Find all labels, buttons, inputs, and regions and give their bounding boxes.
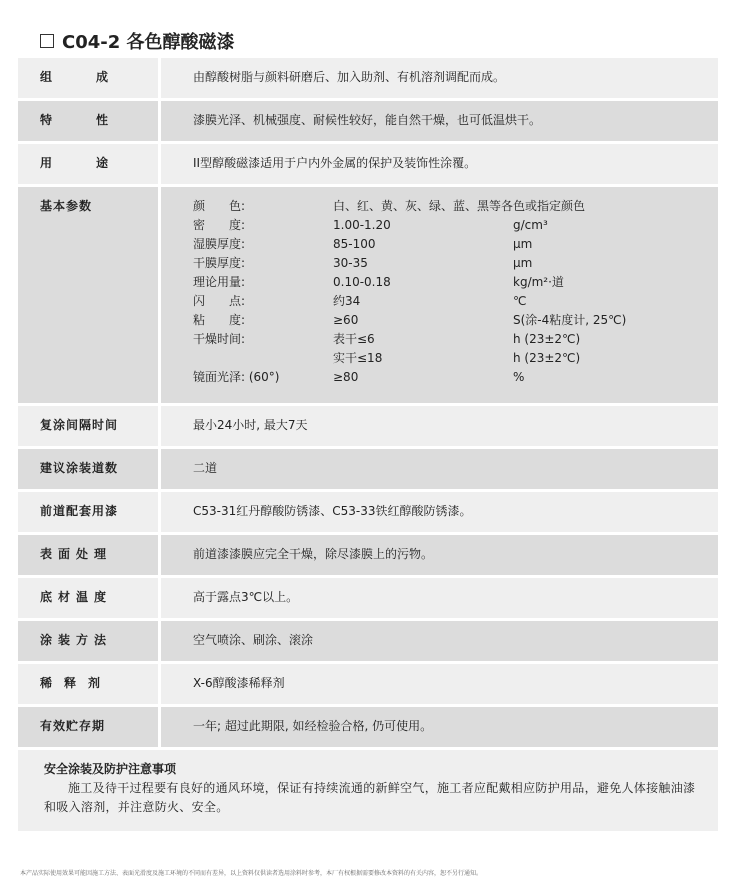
row-recoat bbox=[18, 406, 718, 446]
param-name bbox=[193, 349, 333, 368]
param-value: ≥60 bbox=[333, 313, 359, 327]
param-value: 约34 bbox=[333, 294, 361, 308]
row-method bbox=[18, 621, 718, 661]
param-unit: S(涂-4粘度计, 25℃) bbox=[513, 313, 627, 327]
safety-body: 施工及待干过程要有良好的通风环境，保证有持续流通的新鲜空气，施工者应配戴相应防护用品，避免人体接触油漆和吸入溶剂，并注意防火、安全。 bbox=[44, 781, 696, 814]
param-unit: g/cm³ bbox=[513, 218, 548, 232]
param-value: 表干≤6 bbox=[333, 332, 375, 346]
disclaimer-footer: 本产品实际使用效果可能因施工方法、表面光滑度及施工环境的不同而有差异，以上资料仅供读者选用涂料时参考，本厂有权根据需要修改本资料的有关内容，恕不另行通知。 bbox=[20, 870, 483, 877]
value-method: 空气喷涂、刷涂、滚涂 bbox=[160, 621, 719, 661]
value-temp: 高于露点3℃以上。 bbox=[160, 578, 719, 618]
row-storage bbox=[18, 707, 718, 747]
value-coats: 二道 bbox=[160, 449, 719, 489]
value-thinner: X-6醇酸漆稀释剂 bbox=[160, 664, 719, 704]
param-unit: h (23±2℃) bbox=[513, 351, 581, 365]
param-name: 镜面光泽: (60°) bbox=[193, 370, 280, 384]
param-name: 理论用量: bbox=[193, 275, 246, 289]
label-thinner: 稀释剂 bbox=[18, 664, 160, 704]
param-unit: ℃ bbox=[513, 294, 527, 308]
value-surface: 前道漆漆膜应完全干燥，除尽漆膜上的污物。 bbox=[160, 535, 719, 575]
label-method: 涂装方法 bbox=[18, 621, 160, 661]
param-value: 85-100 bbox=[333, 237, 376, 251]
param-name: 密 度: bbox=[193, 218, 246, 232]
row-composition bbox=[18, 58, 718, 98]
spec-table bbox=[18, 58, 718, 831]
row-temp bbox=[18, 578, 718, 618]
row-usage bbox=[18, 144, 718, 184]
value-composition: 由醇酸树脂与颜料研磨后、加入助剂、有机溶剂调配而成。 bbox=[160, 58, 719, 98]
label-composition: 组 成 bbox=[18, 58, 160, 98]
param-unit: h (23±2℃) bbox=[513, 332, 581, 346]
row-surface bbox=[18, 535, 718, 575]
page-title bbox=[40, 28, 235, 54]
param-name: 粘 度: bbox=[193, 313, 246, 327]
label-usage: 用 途 bbox=[18, 144, 160, 184]
label-temp: 底材温度 bbox=[18, 578, 160, 618]
value-usage: II型醇酸磁漆适用于户内外金属的保护及装饰性涂覆。 bbox=[160, 144, 719, 184]
row-safety bbox=[18, 750, 718, 831]
label-surface: 表面处理 bbox=[18, 535, 160, 575]
param-name: 颜 色: bbox=[193, 199, 246, 213]
value-recoat: 最小24小时, 最大7天 bbox=[160, 406, 719, 446]
label-features: 特 性 bbox=[18, 101, 160, 141]
param-name: 湿膜厚度: bbox=[193, 237, 246, 251]
param-name: 干膜厚度: bbox=[193, 256, 246, 270]
label-primer: 前道配套用漆 bbox=[18, 492, 160, 532]
value-storage: 一年; 超过此期限, 如经检验合格, 仍可使用。 bbox=[160, 707, 719, 747]
param-unit: μm bbox=[513, 256, 533, 270]
row-params bbox=[18, 187, 718, 403]
param-unit: % bbox=[513, 370, 525, 384]
param-value: 1.00-1.20 bbox=[333, 218, 391, 232]
param-value: 白、红、黄、灰、绿、蓝、黑等各色或指定颜色 bbox=[333, 199, 586, 213]
param-value: 实干≤18 bbox=[333, 351, 383, 365]
label-recoat: 复涂间隔时间 bbox=[18, 406, 160, 446]
label-coats: 建议涂装道数 bbox=[18, 449, 160, 489]
value-params bbox=[160, 187, 719, 403]
label-storage: 有效贮存期 bbox=[18, 707, 160, 747]
checkbox-square-icon bbox=[40, 34, 54, 48]
product-title: C04-2 各色醇酸磁漆 bbox=[62, 32, 235, 53]
param-value: 0.10-0.18 bbox=[333, 275, 391, 289]
value-primer: C53-31红丹醇酸防锈漆、C53-33铁红醇酸防锈漆。 bbox=[160, 492, 719, 532]
param-unit: kg/m²·道 bbox=[513, 275, 564, 289]
param-value: ≥80 bbox=[333, 370, 359, 384]
param-value: 30-35 bbox=[333, 256, 368, 270]
params-grid bbox=[193, 197, 708, 387]
param-unit: μm bbox=[513, 237, 533, 251]
row-features bbox=[18, 101, 718, 141]
param-name: 干燥时间: bbox=[193, 332, 246, 346]
safety-heading: 安全涂装及防护注意事项 bbox=[44, 762, 177, 776]
value-features: 漆膜光泽、机械强度、耐候性较好，能自然干燥，也可低温烘干。 bbox=[160, 101, 719, 141]
param-name: 闪 点: bbox=[193, 294, 246, 308]
row-coats bbox=[18, 449, 718, 489]
row-primer bbox=[18, 492, 718, 532]
safety-section bbox=[18, 750, 718, 831]
label-params: 基本参数 bbox=[18, 187, 160, 403]
row-thinner bbox=[18, 664, 718, 704]
